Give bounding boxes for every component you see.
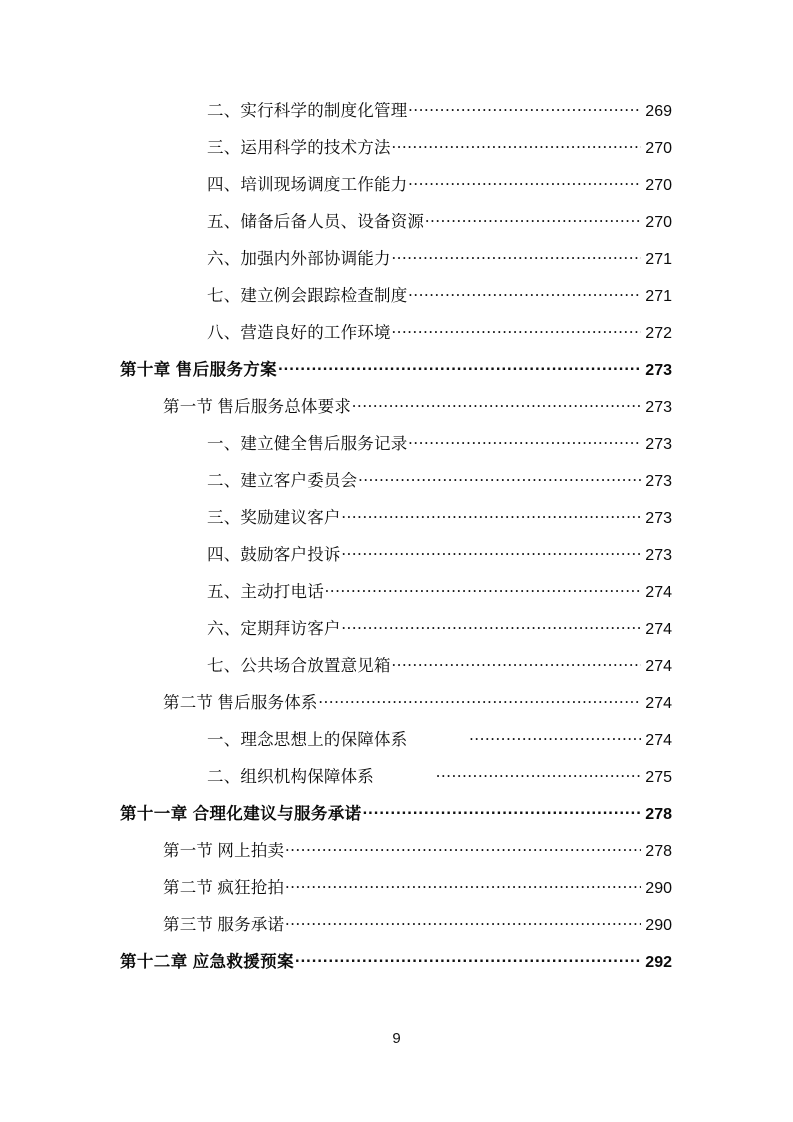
- table-of-contents: [0, 97, 793, 985]
- toc-entry-page-number: 274: [645, 732, 672, 749]
- toc-entry-page-number: 273: [645, 473, 672, 490]
- toc-entry-item[interactable]: [0, 134, 793, 171]
- toc-entry-label: 八、营造良好的工作环境: [207, 323, 391, 342]
- toc-dot-leader: [342, 507, 641, 523]
- toc-entry-page-number: 275: [645, 769, 672, 786]
- toc-entry-page-number: 270: [645, 177, 672, 194]
- toc-entry-page-number: 271: [645, 288, 672, 305]
- toc-dot-leader: [358, 470, 641, 486]
- toc-entry-section[interactable]: [0, 837, 793, 874]
- toc-entry-item[interactable]: [0, 652, 793, 689]
- toc-entry-item[interactable]: [0, 208, 793, 245]
- toc-entry-label: 二、组织机构保障体系: [207, 767, 374, 786]
- toc-entry-label: 三、奖励建议客户: [207, 508, 341, 527]
- toc-entry-label: 六、加强内外部协调能力: [207, 249, 391, 268]
- toc-entry-item[interactable]: [0, 541, 793, 578]
- toc-dot-leader: [285, 914, 641, 930]
- toc-entry-item[interactable]: [0, 615, 793, 652]
- toc-entry-item[interactable]: [0, 726, 793, 763]
- toc-entry-section[interactable]: [0, 689, 793, 726]
- toc-dot-leader: [436, 766, 641, 782]
- toc-dot-leader: [319, 692, 641, 708]
- toc-entry-page-number: 272: [645, 325, 672, 342]
- toc-dot-leader: [408, 433, 641, 449]
- toc-dot-leader: [285, 877, 641, 893]
- toc-dot-leader: [469, 729, 641, 745]
- toc-entry-chapter[interactable]: [0, 356, 793, 393]
- toc-entry-label: 第十二章 应急救援预案: [120, 953, 294, 971]
- toc-entry-page-number: 278: [645, 806, 672, 823]
- toc-entry-label: 七、公共场合放置意见箱: [207, 656, 391, 675]
- toc-entry-label: 第十一章 合理化建议与服务承诺: [120, 805, 362, 823]
- toc-entry-page-number: 290: [645, 880, 672, 897]
- toc-entry-item[interactable]: [0, 171, 793, 208]
- toc-entry-page-number: 273: [645, 510, 672, 527]
- toc-entry-item[interactable]: [0, 504, 793, 541]
- toc-entry-label: 第三节 服务承诺: [163, 915, 285, 934]
- toc-entry-page-number: 271: [645, 251, 672, 268]
- toc-entry-label: 二、建立客户委员会: [207, 471, 358, 490]
- toc-dot-leader: [352, 396, 641, 412]
- toc-entry-item[interactable]: [0, 430, 793, 467]
- toc-entry-label: 第二节 疯狂抢拍: [163, 878, 285, 897]
- toc-dot-leader: [342, 618, 641, 634]
- toc-dot-leader: [392, 248, 641, 264]
- toc-entry-label: 第一节 售后服务总体要求: [163, 397, 352, 416]
- toc-entry-label: 四、鼓励客户投诉: [207, 545, 341, 564]
- toc-entry-page-number: 273: [645, 547, 672, 564]
- toc-entry-item[interactable]: [0, 319, 793, 356]
- toc-entry-section[interactable]: [0, 393, 793, 430]
- toc-entry-page-number: 270: [645, 214, 672, 231]
- toc-entry-chapter[interactable]: [0, 948, 793, 985]
- toc-entry-page-number: 278: [645, 843, 672, 860]
- toc-dot-leader: [392, 655, 641, 671]
- toc-dot-leader: [408, 100, 641, 116]
- toc-entry-section[interactable]: [0, 911, 793, 948]
- toc-entry-page-number: 290: [645, 917, 672, 934]
- toc-entry-chapter[interactable]: [0, 800, 793, 837]
- toc-entry-item[interactable]: [0, 763, 793, 800]
- toc-dot-leader: [295, 951, 641, 967]
- toc-entry-page-number: 274: [645, 695, 672, 712]
- toc-dot-leader: [325, 581, 641, 597]
- toc-entry-page-number: 273: [645, 399, 672, 416]
- toc-entry-page-number: 273: [645, 436, 672, 453]
- toc-entry-label: 五、主动打电话: [207, 582, 324, 601]
- toc-entry-label: 第十章 售后服务方案: [120, 361, 278, 379]
- toc-entry-label: 一、建立健全售后服务记录: [207, 434, 408, 453]
- toc-dot-leader: [363, 803, 641, 819]
- toc-dot-leader: [408, 174, 641, 190]
- toc-dot-leader: [425, 211, 641, 227]
- footer-page-number: 9: [392, 1030, 401, 1047]
- toc-entry-page-number: 273: [645, 362, 672, 379]
- toc-dot-leader: [392, 137, 641, 153]
- toc-entry-page-number: 270: [645, 140, 672, 157]
- toc-entry-page-number: 274: [645, 584, 672, 601]
- toc-dot-leader: [285, 840, 641, 856]
- toc-entry-label: 六、定期拜访客户: [207, 619, 341, 638]
- toc-entry-page-number: 274: [645, 621, 672, 638]
- toc-entry-label: 二、实行科学的制度化管理: [207, 101, 408, 120]
- toc-entry-item[interactable]: [0, 97, 793, 134]
- toc-entry-page-number: 292: [645, 954, 672, 971]
- toc-entry-label: 四、培训现场调度工作能力: [207, 175, 408, 194]
- toc-dot-leader: [408, 285, 641, 301]
- toc-entry-label: 三、运用科学的技术方法: [207, 138, 391, 157]
- toc-entry-item[interactable]: [0, 245, 793, 282]
- toc-entry-item[interactable]: [0, 578, 793, 615]
- toc-entry-label: 第一节 网上拍卖: [163, 841, 285, 860]
- toc-dot-leader: [278, 359, 641, 375]
- toc-entry-label: 七、建立例会跟踪检查制度: [207, 286, 408, 305]
- toc-entry-item[interactable]: [0, 467, 793, 504]
- toc-entry-section[interactable]: [0, 874, 793, 911]
- toc-entry-label: 一、理念思想上的保障体系: [207, 730, 408, 749]
- toc-dot-leader: [392, 322, 641, 338]
- toc-entry-item[interactable]: [0, 282, 793, 319]
- toc-entry-label: 第二节 售后服务体系: [163, 693, 318, 712]
- toc-entry-page-number: 274: [645, 658, 672, 675]
- toc-entry-page-number: 269: [645, 103, 672, 120]
- toc-dot-leader: [342, 544, 641, 560]
- toc-entry-label: 五、储备后备人员、设备资源: [207, 212, 425, 231]
